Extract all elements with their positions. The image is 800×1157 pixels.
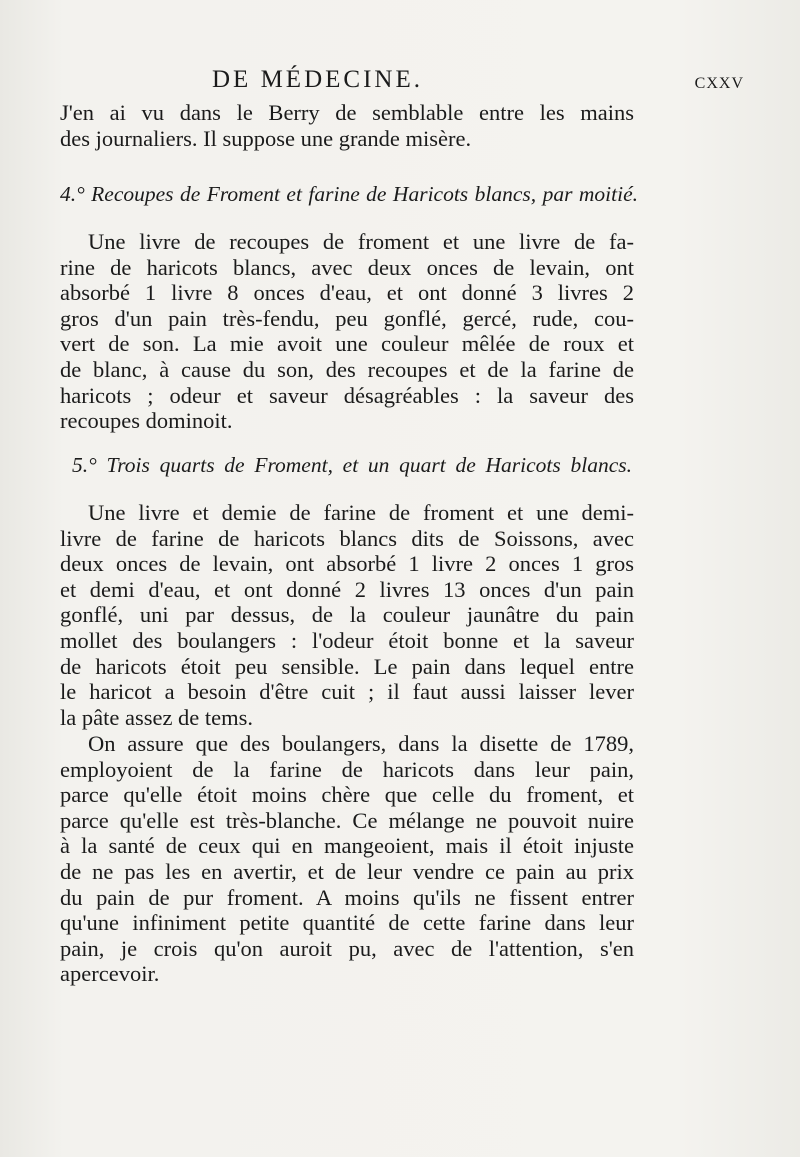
text-line: employoient de la farine de haricots dans leur pain,	[60, 756, 634, 782]
text-line: apercevoir.	[60, 961, 160, 987]
text-line: du pain de pur froment. A moins qu'ils ne fissent entrer	[60, 884, 634, 910]
text-line: vert de son. La mie avoit une couleur mêlée de roux et	[60, 331, 634, 357]
running-title: DE MÉDECINE.	[212, 66, 423, 93]
text-line: de haricots étoit peu sensible. Le pain dans lequel entre	[60, 653, 634, 679]
text-line: la pâte assez de tems.	[60, 704, 254, 730]
section-4-paragraph	[60, 229, 634, 434]
text-line: Une livre et demie de farine de froment et une demi-	[88, 500, 634, 525]
text-line: qu'une infiniment petite quantité de cette farine dans leur	[60, 910, 634, 936]
text-line: gros d'un pain très-fendu, peu gonflé, gercé, rude, cou-	[60, 305, 634, 331]
text-line: parce qu'elle est très-blanche. Ce mélange ne pouvoit nuire	[60, 807, 634, 833]
intro-paragraph	[60, 100, 634, 151]
text-line: parce qu'elle étoit moins chère que celle du froment, et	[60, 782, 634, 808]
text-line: pain, je crois qu'on auroit pu, avec de l'attention, s'en	[60, 935, 634, 961]
page-number: cxxv	[694, 68, 744, 93]
text-line: livre de farine de haricots blancs dits de Soissons, avec	[60, 525, 634, 551]
text-line: de ne pas les en avertir, et de leur vendre ce pain au prix	[60, 858, 634, 884]
text-line: haricots ; odeur et saveur désagréables : la saveur des	[60, 382, 634, 408]
text-line: rine de haricots blancs, avec deux onces de levain, ont	[60, 254, 634, 280]
page-header	[62, 66, 744, 100]
text-line: des journaliers. Il suppose une grande misère.	[60, 125, 472, 151]
text-line: On assure que des boulangers, dans la disette de 1789,	[88, 731, 634, 756]
text-line: deux onces de levain, ont absorbé 1 livre 2 onces 1 gros	[60, 551, 634, 577]
text-line: et demi d'eau, et ont donné 2 livres 13 onces d'un pain	[60, 576, 634, 602]
section-4-heading: 4.° Recoupes de Froment et farine de Haricots blancs, par moitié.	[60, 182, 638, 206]
text-line: absorbé 1 livre 8 onces d'eau, et ont donné 3 livres 2	[60, 280, 634, 306]
section-5-paragraph-2	[60, 731, 634, 987]
text-line: gonflé, uni par dessus, de la couleur jaunâtre du pain	[60, 602, 634, 628]
section-5-heading: 5.° Trois quarts de Froment, et un quart de Haricots blancs.	[72, 453, 632, 477]
section-5-paragraph-1	[60, 500, 634, 730]
text-line: Une livre de recoupes de froment et une livre de fa-	[88, 229, 634, 254]
text-line: mollet des boulangers : l'odeur étoit bonne et la saveur	[60, 627, 634, 653]
text-line: à la santé de ceux qui en mangeoient, mais il étoit injuste	[60, 833, 634, 859]
text-line: le haricot a besoin d'être cuit ; il faut aussi laisser lever	[60, 679, 634, 705]
text-line: de blanc, à cause du son, des recoupes et de la farine de	[60, 356, 634, 382]
text-line: recoupes dominoit.	[60, 408, 233, 434]
text-line: J'en ai vu dans le Berry de semblable entre les mains	[60, 100, 634, 125]
